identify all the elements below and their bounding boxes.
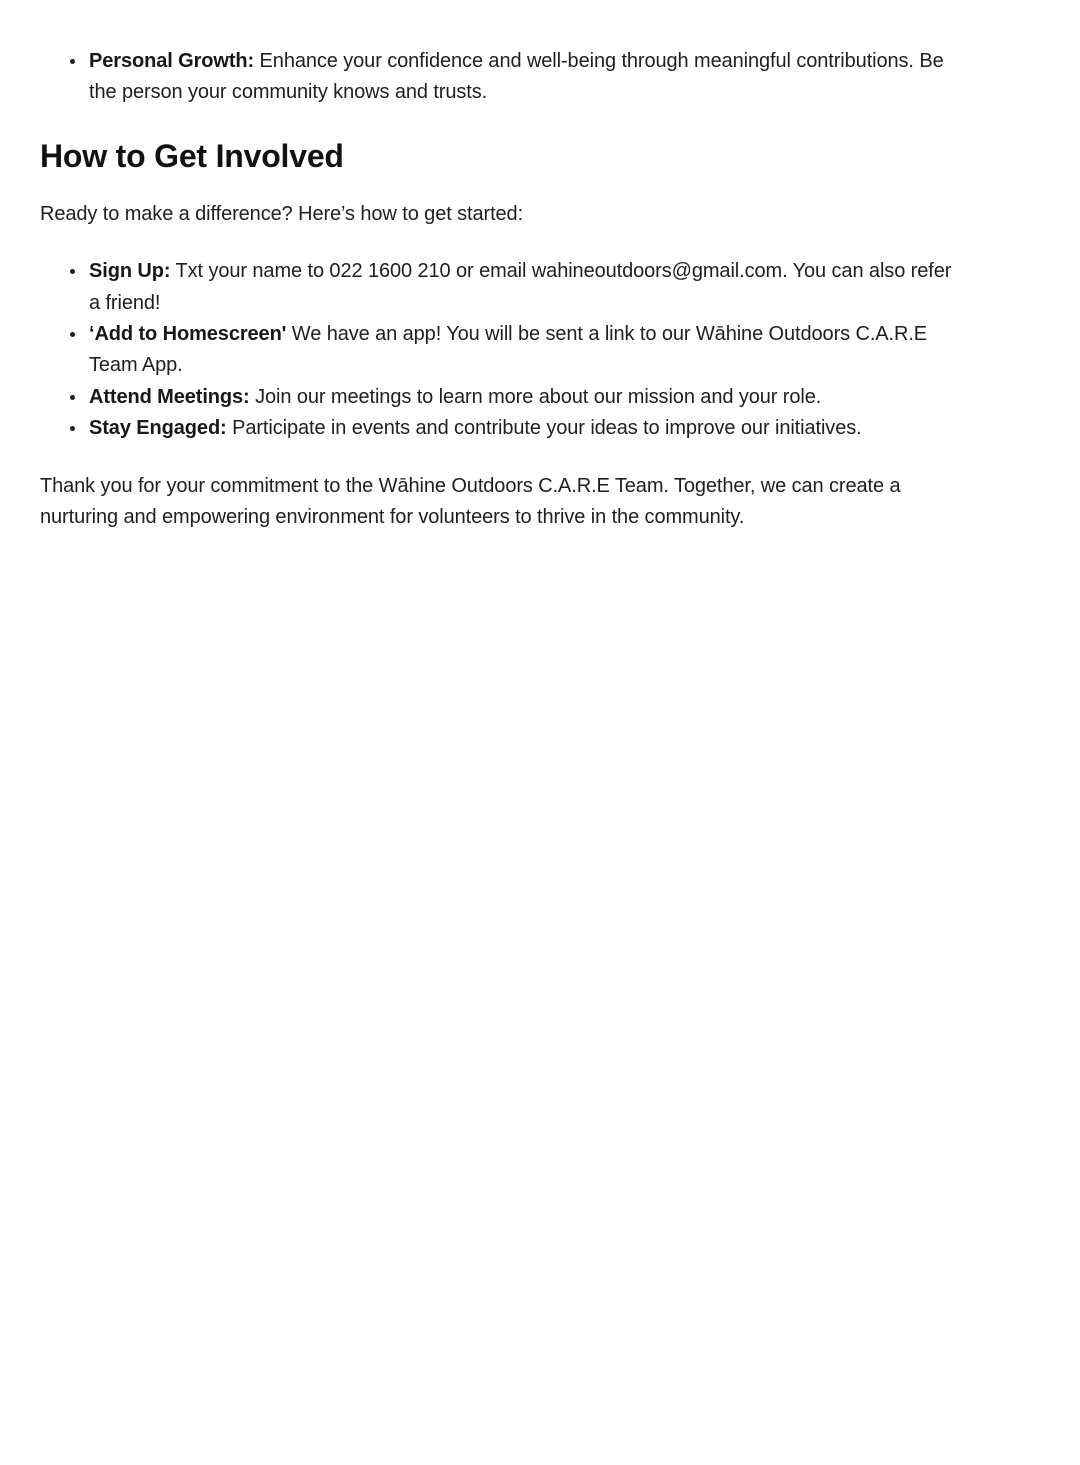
list-item-add-to-homescreen [87,319,960,382]
section-heading: How to Get Involved [40,137,344,174]
list-item-text: We have an app! You will be sent a link to our Wāhine Outdoors C.A.R.E Team App. [89,322,928,377]
list-item-stay-engaged [87,413,960,444]
list-item-bold-label: Sign Up: [89,260,171,283]
intro-paragraph: Ready to make a difference? Here’s how to get started: [40,202,524,225]
benefits-list [40,46,960,109]
list-item-personal-growth [87,46,960,109]
closing-paragraph: Thank you for your commitment to the Wāhine Outdoors C.A.R.E Team. Together, we can create a nurturing and empowering environment for volunteers to thrive in the community. [40,474,901,528]
steps-list [40,256,960,444]
document-body [0,0,1000,533]
list-item-text: Join our meetings to learn more about our mission and your role. [249,385,822,408]
list-item-bold-label: Stay Engaged: [89,417,227,440]
list-item-sign-up [87,256,960,319]
list-item-bold-label: Personal Growth: [89,50,255,72]
list-item-attend-meetings [87,382,960,413]
list-item-text: Participate in events and contribute your ideas to improve our initiatives. [226,417,862,440]
list-item-text: Enhance your confidence and well-being through meaningful contributions. Be the person your community knows and trusts. [89,50,944,104]
list-item-bold-label: Attend Meetings: [89,385,250,408]
list-item-text: Txt your name to 022 1600 210 or email wahineoutdoors@gmail.com. You can also refer a friend! [89,260,952,314]
list-item-bold-label: ‘Add to Homescreen' [89,322,287,345]
